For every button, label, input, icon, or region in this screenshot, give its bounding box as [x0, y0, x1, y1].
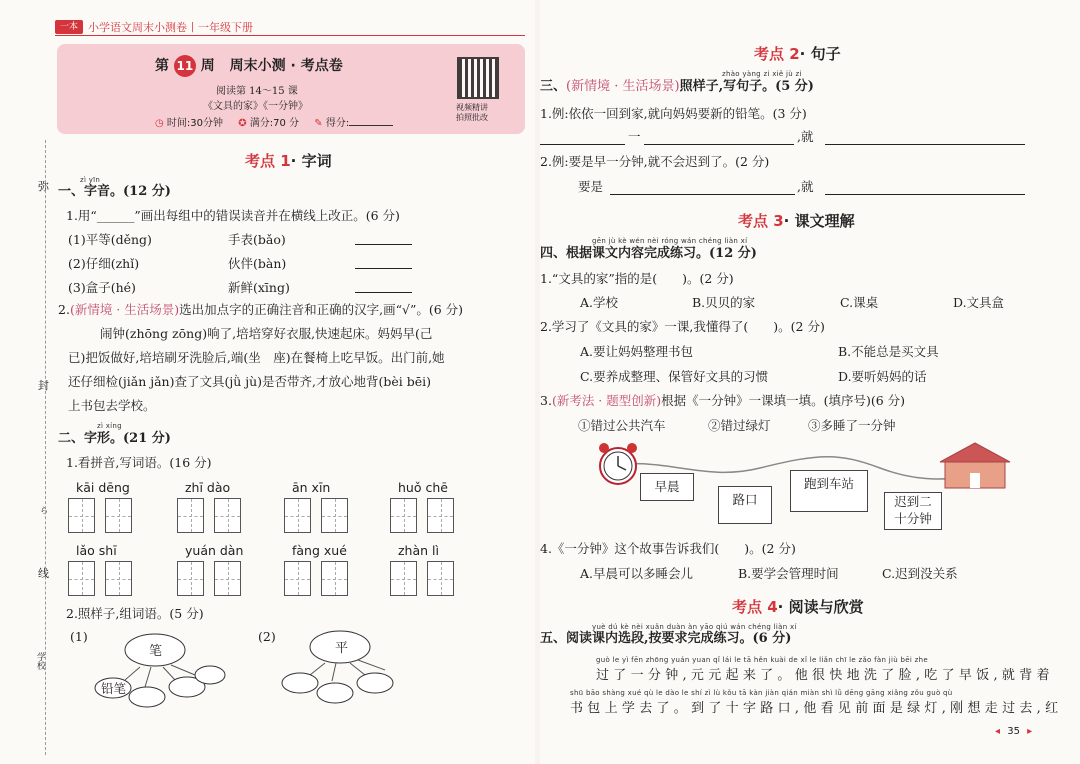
kaodian-3: 考点 3· 课文理解 [738, 212, 855, 230]
grid-cell[interactable] [321, 561, 348, 596]
grid-cell[interactable] [284, 561, 311, 596]
s4-q4-a[interactable]: A.早晨可以多睡会儿 [580, 566, 694, 581]
passage-line1-pinyin: guò le yì fēn zhōng yuán yuan qǐ lái le tā hěn kuài de xǐ le liǎn chī le zǎo fàn jiù bēi zhe [596, 656, 928, 664]
grid-cell[interactable] [321, 498, 348, 533]
grid-cell[interactable] [68, 498, 95, 533]
s1-passage-3: 还仔细检(jiǎn jǎn)查了文具(jǜ jù)是否带齐,才放心地背(bèi bēi) [68, 374, 432, 389]
s1-pinyin: zì yīn [80, 176, 101, 184]
writing-grid[interactable] [390, 561, 464, 597]
banner-title: 周末小测 · 考点卷 [229, 58, 343, 74]
s4-q2-d[interactable]: D.要听妈妈的话 [838, 369, 927, 384]
s4-q3-opt3: ③多睡了一分钟 [808, 418, 896, 433]
answer-line-1[interactable] [355, 244, 412, 245]
star-icon: ✪ [238, 118, 247, 129]
grid-cell[interactable] [390, 561, 417, 596]
s1-q2: 2.(新情境 · 生活场景)选出加点字的正确注音和正确的汉字,画“√”。(6 分) [58, 302, 464, 317]
grid-pinyin: zhàn lì [398, 543, 439, 558]
s1-row3-b: 新鲜(xīng) [228, 280, 290, 295]
margin-mark-3: ら [40, 506, 48, 515]
s1-row3-a: (3)盒子(hé) [68, 280, 136, 295]
cloud-diagram-2 [270, 625, 420, 715]
brand-title: 小学语文周末小测卷丨一年级下册 [88, 21, 253, 34]
grid-cell[interactable] [177, 561, 204, 596]
writing-grid[interactable] [177, 561, 251, 597]
margin-mark-2: 封 [38, 379, 49, 392]
s4-heading: 四、根据课文内容完成练习。(12 分) [540, 246, 757, 261]
grid-cell[interactable] [284, 498, 311, 533]
s4-q1-a[interactable]: A.学校 [580, 295, 619, 310]
writing-grid[interactable] [284, 498, 358, 534]
s4-q2-c[interactable]: C.要养成整理、保管好文具的习惯 [580, 369, 769, 384]
grid-cell[interactable] [68, 561, 95, 596]
s5-pinyin: yuè dú kè nèi xuǎn duàn àn yāo qiú wán chéng liàn xí [592, 623, 797, 631]
s3-q2-yaoshi: 要是 [578, 179, 604, 194]
grid-cell[interactable] [214, 561, 241, 596]
banner-meta: ◷ 时间:30分钟 ✪ 满分:70 分 ✎ 得分: [155, 114, 393, 129]
grid-cell[interactable] [427, 498, 454, 533]
s2-q2: 2.照样子,组词语。(5 分) [66, 606, 204, 621]
grid-cell[interactable] [105, 561, 132, 596]
banner-lessons: 阅读第 14～15 课 [216, 86, 298, 97]
header-rule [55, 35, 525, 36]
s4-q3-opt2: ②错过绿灯 [708, 418, 771, 433]
s4-q2: 2.学习了《文具的家》一课,我懂得了( )。(2 分) [540, 319, 825, 334]
grid-cell[interactable] [105, 498, 132, 533]
s4-pinyin: gēn jù kè wén nèi róng wán chéng liàn xí [592, 237, 748, 245]
grid-cell[interactable] [427, 561, 454, 596]
s4-q1-d[interactable]: D.文具盒 [953, 295, 1005, 310]
margin-mark-4: 线 [38, 567, 49, 580]
s4-q1-c[interactable]: C.课桌 [840, 295, 879, 310]
s4-q2-a[interactable]: A.要让妈妈整理书包 [580, 344, 694, 359]
s3-line-1c[interactable] [825, 144, 1025, 145]
s1-passage-4: 上书包去学校。 [68, 398, 156, 413]
grid-pinyin: ān xīn [292, 480, 331, 495]
alarm-clock-icon [599, 443, 637, 484]
brand-badge: 一本 [55, 20, 83, 34]
s5-heading: 五、阅读课内选段,按要求完成练习。(6 分) [540, 631, 792, 646]
s2-heading: 二、字形。(21 分) [58, 431, 171, 446]
s3-line-1b[interactable] [644, 144, 794, 145]
banner-texts: 《文具的家》《一分钟》 [203, 101, 308, 112]
s1-passage-1: 闹钟(zhōng zōng)响了,培培穿好衣服,快速起床。妈妈早(己 [100, 326, 433, 341]
s4-q4-b[interactable]: B.要学会管理时间 [738, 566, 839, 581]
s4-q3: 3.(新考法 · 题型创新)根据《一分钟》一课填一填。(填序号)(6 分) [540, 393, 906, 408]
s1-q1: 1.用“______”画出每组中的错误读音并在横线上改正。(6 分) [66, 208, 400, 223]
s3-q1-jiu: ,就 [797, 129, 814, 144]
s3-q2: 2.例:要是早一分钟,就不会迟到了。(2 分) [540, 154, 770, 169]
grid-pinyin: kāi dēng [76, 480, 130, 495]
flow-box-4[interactable]: 迟到二 十分钟 [884, 492, 942, 530]
grid-pinyin: lǎo shī [76, 543, 117, 558]
qr-code [457, 57, 499, 99]
margin-line [45, 140, 46, 755]
s3-line-2b[interactable] [825, 194, 1025, 195]
writing-grid[interactable] [284, 561, 358, 597]
s4-q4-c[interactable]: C.迟到没关系 [882, 566, 958, 581]
cloud-label-1: (1) [70, 629, 88, 644]
writing-grid[interactable] [68, 561, 142, 597]
week-number: 11 [174, 55, 196, 77]
grid-pinyin: huǒ chē [398, 480, 448, 495]
s4-q1-b[interactable]: B.贝贝的家 [692, 295, 756, 310]
kaodian-4: 考点 4· 阅读与欣赏 [732, 598, 864, 616]
s3-q1: 1.例:依依一回到家,就向妈妈要新的铅笔。(3 分) [540, 106, 807, 121]
grid-cell[interactable] [390, 498, 417, 533]
s2-q1: 1.看拼音,写词语。(16 分) [66, 455, 212, 470]
grid-pinyin: zhī dào [185, 480, 231, 495]
margin-mark-1: 弥 [38, 180, 49, 193]
s2-pinyin: zì xíng [97, 422, 122, 430]
answer-line-2[interactable] [355, 268, 412, 269]
kaodian-2: 考点 2· 句子 [754, 45, 841, 63]
next-arrow-icon[interactable]: ▸ [1027, 726, 1033, 737]
cloud-word-1: 笔 [149, 644, 163, 659]
page-number: ◂ 35 ▸ [995, 726, 1033, 737]
cloud-word-2: 平 [335, 641, 349, 656]
s4-q1: 1.“文具的家”指的是( )。(2 分) [540, 271, 734, 286]
pen-icon: ✎ [314, 118, 323, 129]
flow-box-1[interactable]: 早晨 [640, 473, 694, 501]
writing-grid[interactable] [68, 498, 142, 534]
right-page [540, 0, 1080, 764]
s3-q1-mid: 一 [628, 129, 641, 144]
kaodian-1: 考点 1· 字词 [245, 152, 332, 170]
school-building-icon [940, 443, 1010, 488]
cloud-label-2: (2) [258, 629, 276, 644]
s1-row1-a: (1)平等(děng) [68, 232, 152, 247]
s1-passage-2: 已)把饭做好,培培刷牙洗脸后,端(坐 座)在餐椅上吃早饭。出门前,她 [68, 350, 445, 365]
answer-line-3[interactable] [355, 292, 412, 293]
s1-row2-b: 伙伴(bàn) [228, 256, 287, 271]
margin-mark-5: 学校 [35, 652, 45, 670]
s1-heading: 一、字音。(12 分) [58, 184, 171, 199]
s4-q4: 4.《一分钟》这个故事告诉我们( )。(2 分) [540, 541, 796, 556]
writing-grid[interactable] [390, 498, 464, 534]
cloud-diagram-1 [85, 625, 235, 725]
prev-arrow-icon[interactable]: ◂ [995, 726, 1001, 737]
s3-line-2a[interactable] [610, 194, 795, 195]
grid-pinyin: fàng xué [292, 543, 347, 558]
writing-grid[interactable] [177, 498, 251, 534]
qr-caption: 视频精讲 拍照批改 [456, 103, 488, 122]
grid-pinyin: yuán dàn [185, 543, 244, 558]
passage-line2: 书包上学去了。到了十字路口,他看见前面是绿灯,刚想走过去,红 [570, 701, 1063, 716]
week-label: 第 11 周 周末小测 · 考点卷 [155, 55, 343, 77]
grid-cell[interactable] [214, 498, 241, 533]
s3-q2-jiu: ,就 [797, 179, 814, 194]
s3-heading: 三、(新情境 · 生活场景)照样子,写句子。(5 分) [540, 79, 814, 94]
s4-q3-opt1: ①错过公共汽车 [578, 418, 666, 433]
passage-line1: 过了一分钟,元元起来了。他很快地洗了脸,吃了早饭,就背着 [596, 668, 1054, 683]
s1-row2-a: (2)仔细(zhǐ) [68, 256, 140, 271]
s3-line-1a[interactable] [540, 144, 625, 145]
flow-box-3[interactable]: 跑到车站 [790, 470, 868, 512]
left-page [0, 0, 535, 764]
passage-line2-pinyin: shū bāo shàng xué qù le dào le shí zì lù kǒu tā kàn jiàn qián miàn shì lǜ dēng gāng xiǎng zǒu guò qù [570, 689, 953, 697]
s1-row1-b: 手表(bǎo) [228, 232, 286, 247]
s4-q2-b[interactable]: B.不能总是买文具 [838, 344, 939, 359]
clock-icon: ◷ [155, 118, 164, 129]
cloud-word-1b: 铅笔 [101, 681, 127, 696]
grid-cell[interactable] [177, 498, 204, 533]
s3-pinyin: zhào yàng zi xiě jù zi [722, 70, 802, 78]
flow-box-2[interactable]: 路口 [718, 486, 772, 524]
